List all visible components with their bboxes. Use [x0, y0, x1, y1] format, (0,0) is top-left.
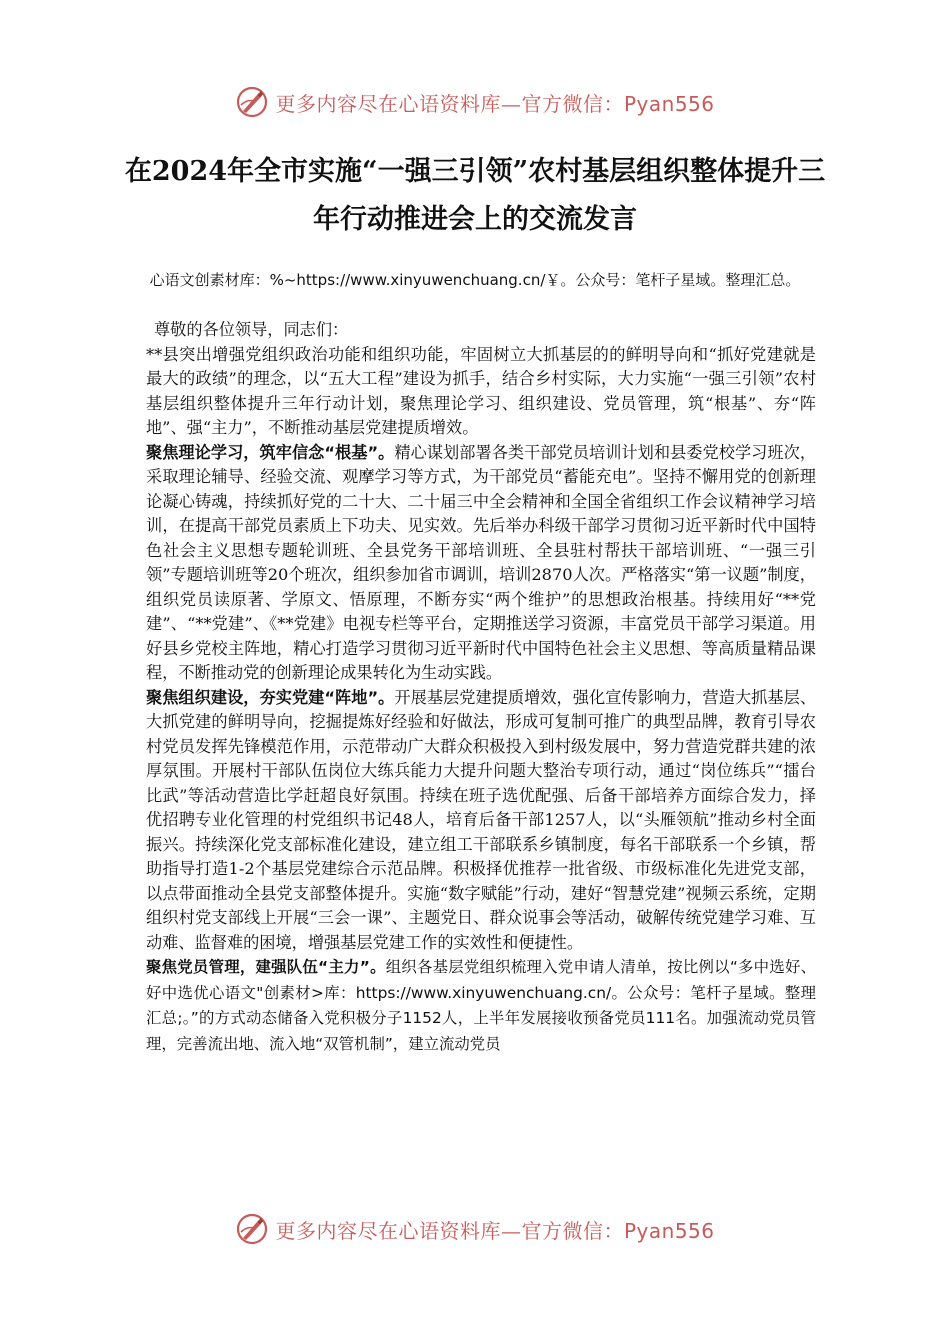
section-organization-text: 开展基层党建提质增效，强化宣传影响力，营造大抓基层、大抓党建的鲜明导向，挖掘提炼好经验和好做法，形成可复制可推广的典型品牌，教育引导农村党员发挥先锋模范作用，示范带动广大群众积极投入到村级发展中，努力营造党群共建的浓厚氛围。开展村干部队伍岗位大练兵能力大提升问题大整治专项行动，通过“岗位练兵”“擂台比武”等活动营造比学赶超良好氛围。持续在班子选优配强、后备干部培养方面综合发力，择优招聘专业化管理的村党组织书记48人，培育后备干部1257人，以“头雁领航”推动乡村全面振兴。持续深化党支部标准化建设，建立组工干部联系乡镇制度，每名干部联系一个乡镇，帮助指导打造1-2个基层党建综合示范品牌。积极择优推荐一批省级、市级标准化先进党支部，以点带面推动全县党支部整体提升。实施“数字赋能”行动，建好“智慧党建”视频云系统，定期组织村党支部线上开展“三会一课”、主题党日、群众说事会等活动，破解传统党建学习难、互动难、监督难的困境，增强基层党建工作的实效性和便捷性。 [146, 687, 817, 952]
section-organization-heading: 聚焦组织建设，夯实党建“阵地”。 [146, 687, 395, 707]
section-theory-paragraph [146, 441, 816, 686]
banner-text: 更多内容尽在心语资料库—官方微信：Pyan556 [275, 1218, 715, 1243]
pen-logo-icon [235, 85, 269, 119]
section-members-text: 组织各基层党组织梳理入党申请人清单，按比例以“多中选好、好中选优心语文"创素材>库：https://www.xinyuwenchuang.cn/。公众号：笔杆子星域。整理汇总;。”的方式动态储备入党积极分子1152人，上半年发展接收预备党员111名。加强流动党员管理，完善流出地、流入地“双管机制”，建立流动党员 [146, 958, 816, 1053]
section-theory-text: 精心谋划部署各类干部党员培训计划和县委党校学习班次，采取理论辅导、经验交流、观摩学习等方式，为干部党员“蓄能充电”。坚持不懈用党的创新理论凝心铸魂，持续抓好党的二十大、二十届三中全会精神和全国全省组织工作会议精神学习培训，在提高干部党员素质上下功夫、见实效。先后举办科级干部学习贯彻习近平新时代中国特色社会主义思想专题轮训班、全县党务干部培训班、全县驻村帮扶干部培训班、“一强三引领”专题培训班等20个班次，组织参加省市调训，培训2870人次。严格落实“第一议题”制度，组织党员读原著、学原文、悟原理，不断夯实“两个维护”的思想政治根基。持续用好“**党建”、“**党建”、《**党建》电视专栏等平台，定期推送学习资源，丰富党员干部学习渠道。用好县乡党校主阵地，精心打造学习贯彻习近平新时代中国特色社会主义思想、等高质量精品课程，不断推动党的创新理论成果转化为生动实践。 [146, 442, 817, 682]
document-body [146, 318, 816, 1057]
intro-paragraph: **县突出增强党组织政治功能和组织功能，牢固树立大抓基层的的鲜明导向和“抓好党建就是最大的政绩”的理念，以“五大工程”建设为抓手，结合乡村实际，大力实施“一强三引领”农村基层组织整体提升三年行动计划，聚焦理论学习、组织建设、党员管理，筑“根基”、夯“阵地”、强“主力”，不断推动基层党建提质增效。 [146, 344, 816, 437]
section-members-heading: 聚焦党员管理，建强队伍“主力”。 [146, 958, 386, 976]
document-title: 在2024年全市实施“一强三引领”农村基层组织整体提升三年行动推进会上的交流发言 [124, 156, 826, 235]
section-theory-heading: 聚焦理论学习，筑牢信念“根基”。 [146, 442, 395, 462]
salutation: 尊敬的各位领导，同志们： [154, 320, 349, 339]
header-banner [0, 82, 950, 122]
source-line: 心语文创素材库：%~https://www.xinyuwenchuang.cn/￥。公众号：笔杆子星域。整理汇总。 [149, 271, 801, 289]
footer-banner [0, 1209, 950, 1249]
section-organization-paragraph [146, 686, 816, 956]
section-members-paragraph [146, 955, 816, 1057]
pen-logo-icon [235, 1212, 269, 1246]
banner-text: 更多内容尽在心语资料库—官方微信：Pyan556 [275, 91, 715, 116]
